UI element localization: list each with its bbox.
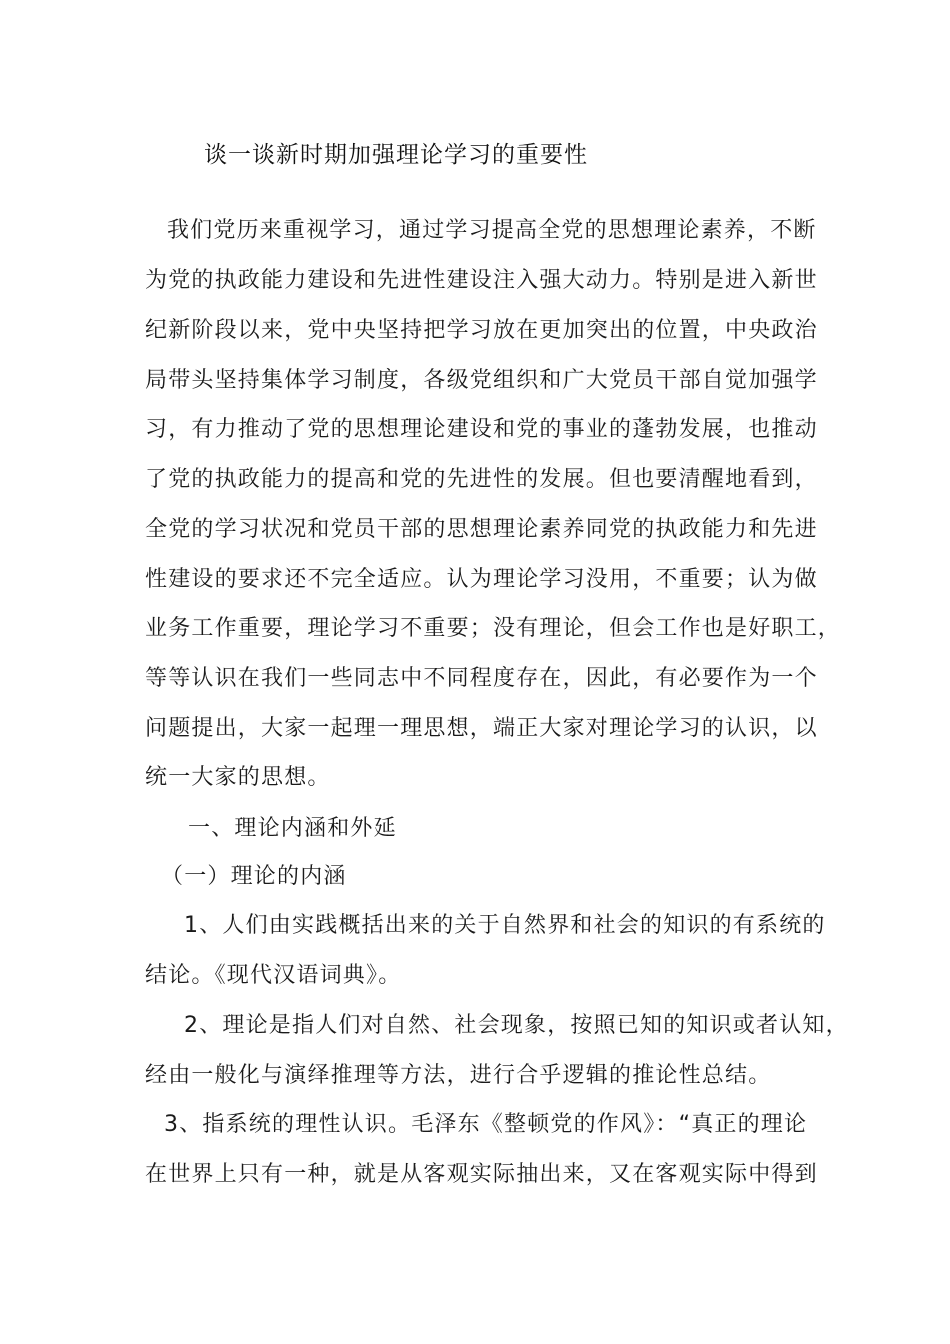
paragraph-line: 业务工作重要，理论学习不重要；没有理论，但会工作也是好职工， [145, 616, 842, 641]
paragraph-line: 局带头坚持集体学习制度，各级党组织和广大党员干部自觉加强学 [145, 368, 818, 393]
paragraph-line: 了党的执政能力的提高和党的先进性的发展。但也要清醒地看到， [145, 467, 818, 492]
paragraph-line: 我们党历来重视学习，通过学习提高全党的思想理论素养，不断 [167, 218, 817, 243]
paragraph-line: 性建设的要求还不完全适应。认为理论学习没用，不重要；认为做 [145, 567, 818, 592]
paragraph-line: 统一大家的思想。 [145, 765, 331, 790]
paragraph-line: 3、指系统的理性认识。毛泽东《整顿党的作风》：“真正的理论 [164, 1112, 808, 1137]
paragraph-line: 在世界上只有一种，就是从客观实际抽出来，又在客观实际中得到 [145, 1162, 818, 1187]
paragraph-line: 习，有力推动了党的思想理论建设和党的事业的蓬勃发展，也推动 [145, 417, 818, 442]
paragraph-line: 问题提出，大家一起理一理思想，端正大家对理论学习的认识，以 [145, 716, 818, 741]
paragraph-line: 等等认识在我们一些同志中不同程度存在，因此，有必要作为一个 [145, 666, 818, 691]
paragraph-line: 1、人们由实践概括出来的关于自然界和社会的知识的有系统的 [184, 913, 826, 938]
paragraph-line: 经由一般化与演绎推理等方法，进行合乎逻辑的推论性总结。 [145, 1063, 772, 1088]
paragraph-line: 全党的学习状况和党员干部的思想理论素养同党的执政能力和先进 [145, 517, 818, 542]
document-title: 谈一谈新时期加强理论学习的重要性 [204, 142, 588, 168]
paragraph-line: 为党的执政能力建设和先进性建设注入强大动力。特别是进入新世 [145, 268, 818, 293]
paragraph-line: 2、理论是指人们对自然、社会现象，按照已知的知识或者认知， [184, 1013, 849, 1038]
subsection-heading: （一）理论的内涵 [161, 864, 347, 889]
paragraph-line: 纪新阶段以来，党中央坚持把学习放在更加突出的位置，中央政治 [145, 318, 818, 343]
paragraph-line: 结论。《现代汉语词典》。 [145, 963, 402, 988]
section-heading: 一、理论内涵和外延 [188, 816, 397, 841]
